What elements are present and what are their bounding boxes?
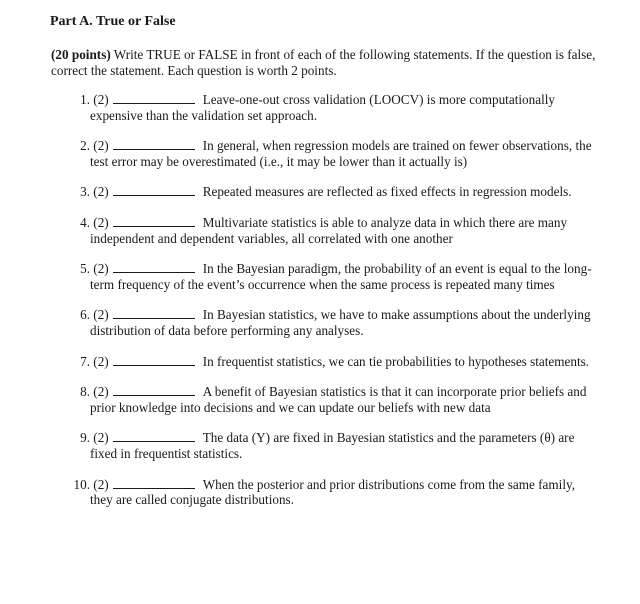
question-10: [51, 477, 600, 508]
question-number: 4.: [80, 214, 90, 230]
question-points: (2): [93, 261, 109, 277]
instructions: [51, 47, 600, 79]
question-text: A benefit of Bayesian statistics is that it can incorporate prior beliefs and prior knowledge into decisions and we can update our beliefs with new data: [90, 384, 587, 415]
answer-blank[interactable]: [113, 93, 195, 104]
answer-blank[interactable]: [113, 478, 195, 489]
answer-blank[interactable]: [113, 355, 195, 366]
question-points: (2): [93, 353, 109, 369]
question-body: [90, 430, 600, 461]
answer-blank[interactable]: [113, 385, 195, 396]
question-body: [90, 384, 600, 415]
question-body: [90, 138, 600, 169]
question-text: Repeated measures are reflected as fixed effects in regression models.: [202, 184, 572, 200]
question-points: (2): [93, 92, 109, 107]
question-points: (2): [93, 214, 109, 230]
question-3: [51, 184, 600, 200]
instructions-text: Write TRUE or FALSE in front of each of the following statements. If the question is false, correct the statement. Each question is worth 2 points.: [51, 47, 596, 78]
question-points: (2): [93, 384, 109, 400]
question-text: In Bayesian statistics, we have to make assumptions about the underlying distribution of data before performing any analyses.: [90, 307, 591, 338]
question-4: [51, 215, 600, 246]
answer-blank[interactable]: [113, 139, 195, 150]
question-number: 2.: [80, 138, 90, 154]
question-body: [90, 92, 600, 123]
answer-blank[interactable]: [113, 185, 195, 196]
question-points: (2): [93, 138, 109, 154]
question-9: [51, 430, 600, 461]
question-number: 10.: [73, 476, 90, 492]
part-title: Part A. True or False: [50, 14, 176, 29]
question-text: In frequentist statistics, we can tie probabilities to hypotheses statements.: [202, 353, 590, 369]
question-text: The data (Y) are fixed in Bayesian statistics and the parameters (θ) are fixed in frequentist statistics.: [90, 430, 575, 461]
question-number: 1.: [80, 92, 90, 107]
question-number: 8.: [80, 384, 90, 400]
question-2: [51, 138, 600, 169]
question-7: [51, 354, 600, 370]
question-body: [90, 307, 600, 338]
question-number: 6.: [80, 307, 90, 323]
question-text: Multivariate statistics is able to analyze data in which there are many independent and dependent variables, all correlated with one another: [90, 214, 568, 246]
answer-blank[interactable]: [113, 308, 195, 319]
question-points: (2): [93, 307, 109, 323]
question-body: [90, 261, 600, 292]
question-8: [51, 384, 600, 415]
question-number: 9.: [80, 430, 90, 446]
question-points: (2): [93, 476, 109, 492]
question-points: (2): [93, 184, 109, 200]
question-number: 3.: [80, 184, 90, 200]
question-number: 5.: [80, 261, 90, 277]
question-1: [51, 92, 600, 123]
question-6: [51, 307, 600, 338]
question-list: [51, 92, 600, 508]
question-text: In general, when regression models are trained on fewer observations, the test error may be overestimated (i.e., it may be lower than it actually is): [90, 138, 592, 169]
question-text: In the Bayesian paradigm, the probability of an event is equal to the long-term frequency of the event’s occurrence when the same process is repeated many times: [90, 261, 592, 292]
question-text: When the posterior and prior distributions come from the same family, they are called conjugate distributions.: [90, 476, 576, 508]
question-number: 7.: [80, 353, 90, 369]
answer-blank[interactable]: [113, 431, 195, 442]
question-body: [90, 184, 600, 200]
question-body: [90, 215, 600, 246]
answer-blank[interactable]: [113, 262, 195, 273]
question-text: Leave-one-out cross validation (LOOCV) is more computationally expensive than the validation set approach.: [90, 92, 555, 123]
question-body: [90, 354, 600, 370]
question-points: (2): [93, 430, 109, 446]
answer-blank[interactable]: [113, 216, 195, 227]
instructions-points: (20 points): [51, 47, 111, 62]
question-5: [51, 261, 600, 292]
question-body: [90, 477, 600, 508]
